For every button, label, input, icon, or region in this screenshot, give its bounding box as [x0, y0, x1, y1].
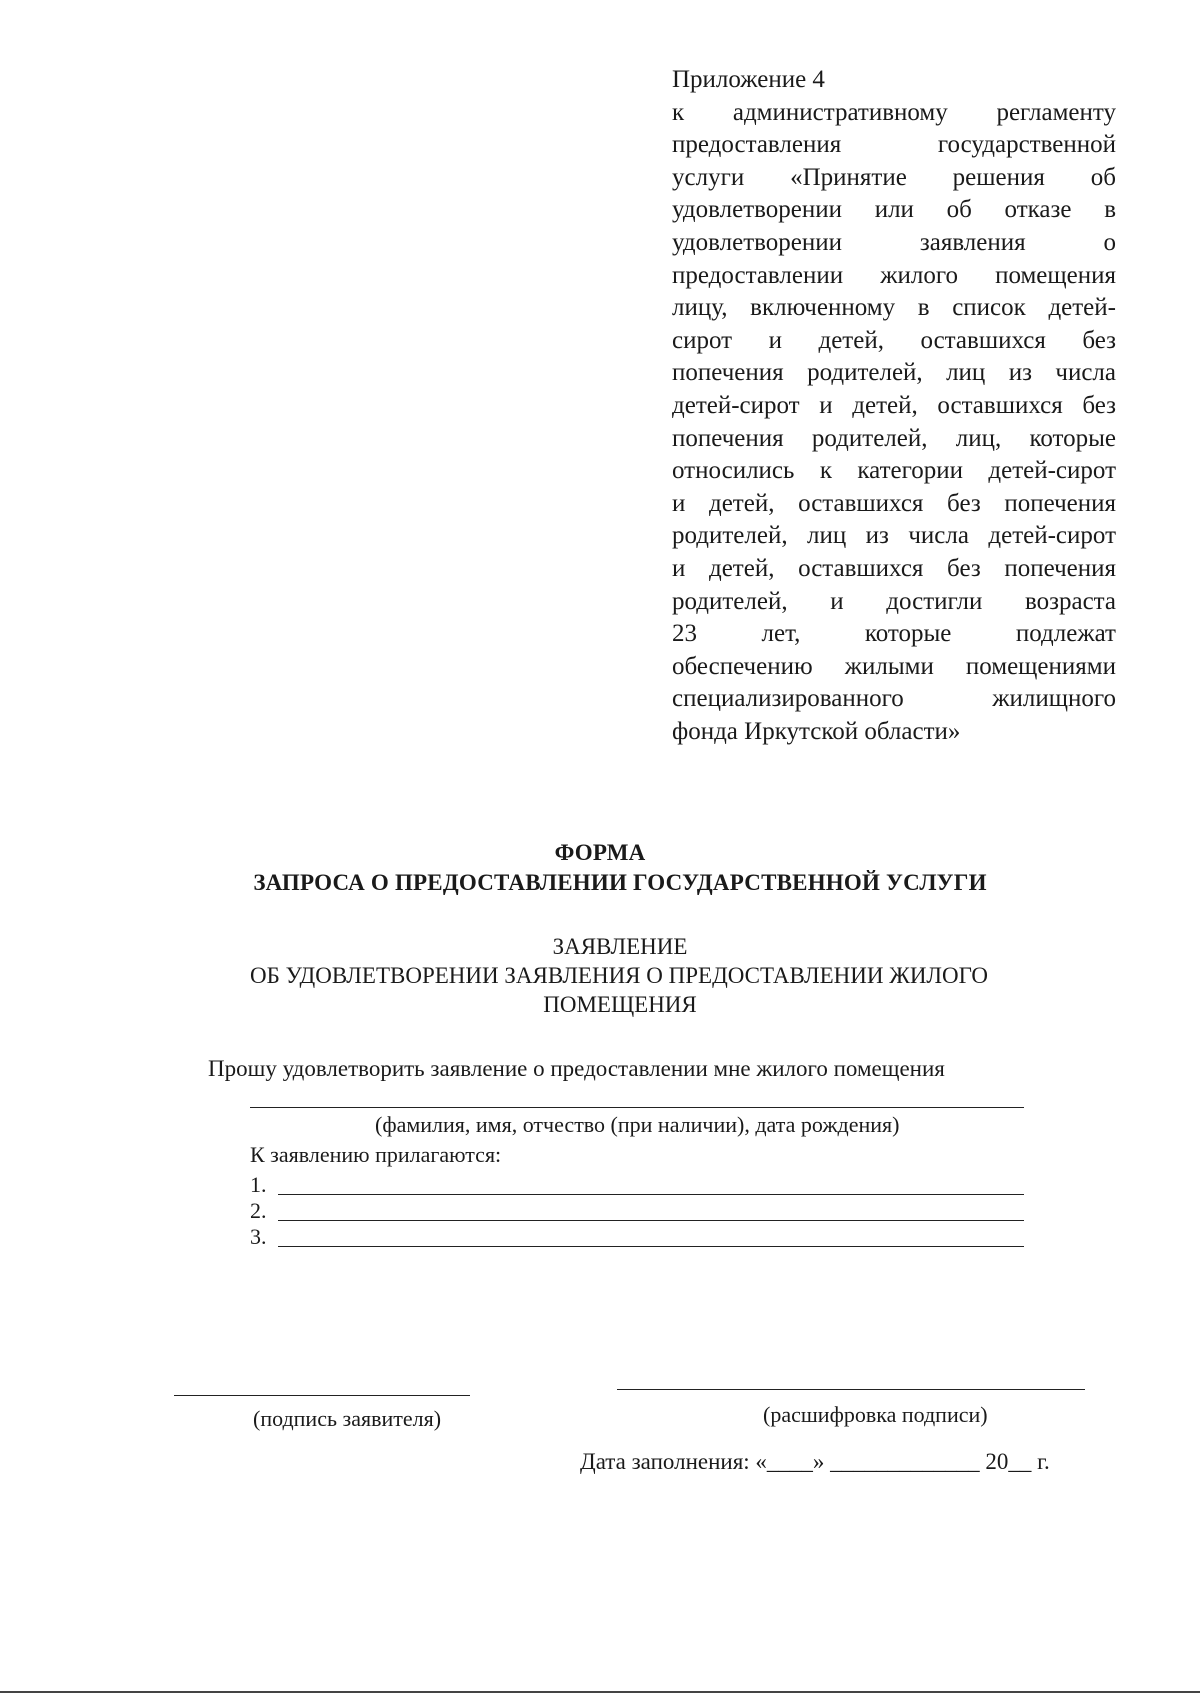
request-text: Прошу удовлетворить заявление о предоставлении мне жилого помещения	[208, 1056, 945, 1081]
attachments-title: К заявлению прилагаются:	[250, 1142, 502, 1167]
attachment-line	[278, 1220, 1024, 1221]
appendix-line: родителей, лиц из числа детей-сирот	[672, 522, 1116, 550]
signature-decoding-caption: (расшифровка подписи)	[763, 1402, 988, 1427]
appendix-line: предоставления государственной	[672, 131, 1116, 159]
attachment-number: 3.	[250, 1224, 267, 1249]
appendix-block	[672, 64, 1116, 748]
appendix-line: обеспечению жилыми помещениями	[672, 652, 1116, 680]
signature-decoding-field[interactable]	[617, 1389, 1085, 1390]
appendix-text	[672, 97, 1116, 749]
appendix-line: лицу, включенному в список детей-	[672, 294, 1116, 322]
form-heading-line-2: ЗАПРОСА О ПРЕДОСТАВЛЕНИИ ГОСУДАРСТВЕННОЙ УСЛУГИ	[253, 870, 987, 895]
application-heading-line-2: ОБ УДОВЛЕТВОРЕНИИ ЗАЯВЛЕНИЯ О ПРЕДОСТАВЛЕНИИ ЖИЛОГО	[250, 963, 988, 988]
appendix-line: относились к категории детей-сирот	[672, 457, 1116, 485]
appendix-line: к административному регламенту	[672, 98, 1116, 126]
form-heading	[0, 838, 1200, 898]
appendix-line: детей-сирот и детей, оставшихся без	[672, 391, 1116, 419]
attachment-line	[278, 1194, 1024, 1195]
appendix-line: предоставлении жилого помещения	[672, 261, 1116, 289]
attachment-field-3[interactable]	[250, 1224, 1024, 1250]
attachment-number: 2.	[250, 1198, 267, 1223]
appendix-line: фонда Иркутской области»	[672, 717, 961, 745]
appendix-title: Приложение 4	[672, 66, 825, 93]
appendix-line: сирот и детей, оставшихся без	[672, 326, 1116, 354]
application-heading-line-3: ПОМЕЩЕНИЯ	[543, 992, 697, 1017]
appendix-line: удовлетворении или об отказе в	[672, 196, 1116, 224]
attachment-number: 1.	[250, 1172, 267, 1197]
application-heading-line-1: ЗАЯВЛЕНИЕ	[552, 934, 688, 959]
appendix-line: и детей, оставшихся без попечения	[672, 489, 1116, 517]
appendix-line: удовлетворении заявления о	[672, 228, 1116, 256]
applicant-name-field[interactable]	[250, 1107, 1024, 1108]
appendix-line: родителей, и достигли возраста	[672, 587, 1116, 615]
appendix-line: попечения родителей, лиц из числа	[672, 359, 1116, 387]
applicant-signature-field[interactable]	[174, 1395, 470, 1396]
applicant-signature-caption: (подпись заявителя)	[253, 1406, 442, 1431]
attachment-field-2[interactable]	[250, 1198, 1024, 1224]
application-heading	[0, 932, 1200, 1019]
appendix-line: попечения родителей, лиц, которые	[672, 424, 1116, 452]
applicant-name-caption: (фамилия, имя, отчество (при наличии), дата рождения)	[375, 1112, 900, 1137]
appendix-line: 23 лет, которые подлежат	[672, 620, 1116, 648]
page-bottom-rule	[0, 1691, 1200, 1693]
form-heading-line-1: ФОРМА	[554, 840, 646, 865]
fill-date[interactable]: Дата заполнения: «____» _____________ 20__ г.	[580, 1449, 1050, 1474]
appendix-line: услуги «Принятие решения об	[672, 163, 1116, 191]
attachment-line	[278, 1246, 1024, 1247]
attachment-field-1[interactable]	[250, 1172, 1024, 1198]
appendix-line: и детей, оставшихся без попечения	[672, 554, 1116, 582]
appendix-line: специализированного жилищного	[672, 685, 1116, 713]
